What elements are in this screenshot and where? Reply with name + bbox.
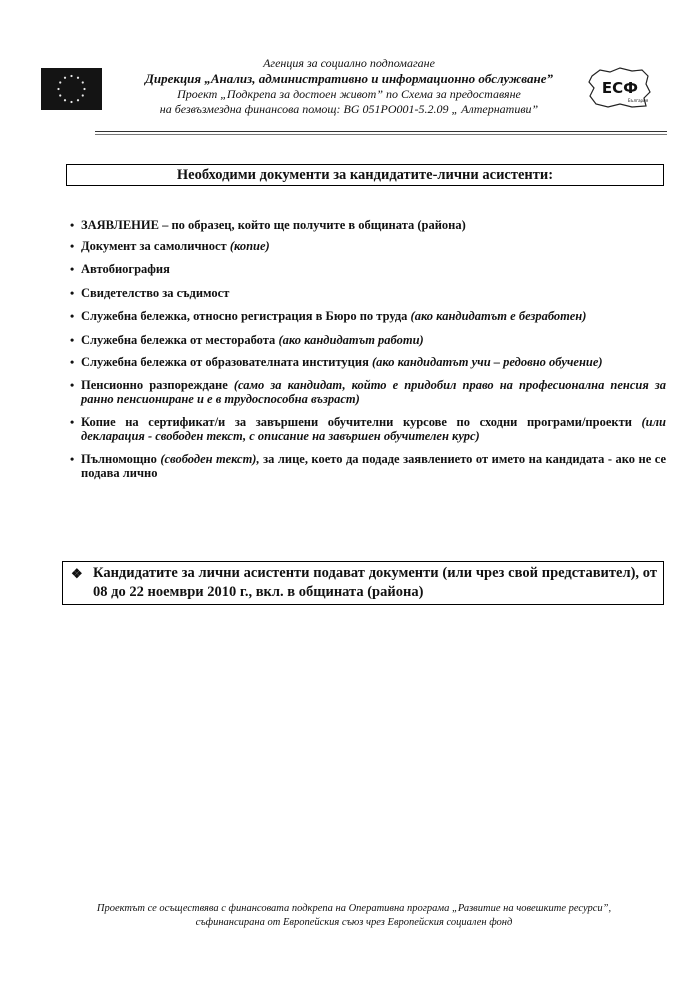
required-documents-list	[70, 218, 666, 481]
deadline-text: Кандидатите за лични асистенти подават документи (или чрез свой представител), от 08 до 22 ноември 2010 г., вкл. в общината (района)	[93, 565, 657, 600]
document-item-text: Служебна бележка от месторабота	[81, 332, 279, 347]
document-item-note: (ако кандидатът е безработен)	[410, 309, 587, 323]
esf-logo-subtext: България	[627, 98, 649, 103]
eu-star-icon	[70, 101, 72, 103]
project-line-1: Проект „Подкрепа за достоен живот” по Схема за предоставяне	[177, 87, 521, 101]
document-item	[70, 452, 666, 481]
agency-name: Агенция за социално подпомагане	[263, 56, 435, 70]
document-item-note: (или декларация - свободен текст, с описание на завършен обучителен курс)	[81, 414, 666, 443]
eu-star-icon	[57, 88, 59, 90]
page-title: Необходими документи за кандидатите-лични асистенти:	[66, 164, 664, 186]
document-item	[70, 355, 666, 370]
esf-logo-text: ЕСФ	[601, 79, 639, 97]
document-item-text: Пълномощно	[81, 451, 161, 466]
document-item	[70, 309, 666, 324]
document-item	[70, 378, 666, 407]
header-divider	[95, 131, 667, 132]
header-divider-thin	[95, 134, 667, 135]
document-item-text: Свидетелство за съдимост	[81, 285, 230, 300]
deadline-notice	[62, 561, 664, 605]
directorate-name: Дирекция „Анализ, административно и информационно обслужване”	[144, 71, 554, 86]
document-item	[70, 262, 666, 277]
project-line-2: на безвъзмездна финансова помощ: BG 051PO001-5.2.09 „ Алтернативи”	[159, 102, 539, 116]
eu-star-icon	[82, 81, 84, 83]
footer-note: Проектът се осъществява с финансовата подкрепа на Оперативна програма „Развитие на човешките ресурси”, съфинансирана от Европейския съюз чрез Европейския социален фонд	[96, 903, 612, 928]
document-item-note: (копие)	[229, 238, 270, 253]
document-item-text: Документ за самоличност	[81, 238, 230, 253]
document-item-text: Автобиография	[81, 262, 170, 276]
eu-star-icon	[59, 81, 61, 83]
eu-star-icon	[64, 99, 66, 101]
eu-star-icon	[77, 77, 79, 79]
document-item-text: Служебна бележка, относно регистрация в Бюро по труда	[81, 309, 411, 323]
document-item	[70, 333, 666, 348]
document-item-note: (ако кандидатът учи – редовно обучение)	[371, 355, 603, 369]
document-item-text: Служебна бележка от образователната институция	[81, 355, 372, 369]
document-item-note: (само за кандидат, който е придобил право на професионална пенсия за ранно пенсиониране и е в трудоспособна възраст)	[81, 377, 666, 406]
document-item	[70, 286, 666, 301]
document-item-text: ЗАЯВЛЕНИЕ – по образец, който ще получите в общината (района)	[81, 218, 466, 232]
eu-flag-icon	[41, 68, 102, 110]
document-item-text: Копие на сертификат/и за завършени обучителни курсове по сходни програми/проекти	[81, 414, 642, 429]
diamond-bullet-icon: ❖	[71, 566, 83, 581]
document-item-note: (ако кандидатът работи)	[278, 332, 424, 347]
document-item	[70, 415, 666, 444]
document-item	[70, 239, 666, 254]
document-item-text: Пенсионно разпореждане	[81, 377, 234, 392]
esf-logo	[586, 66, 654, 110]
document-item-tail: за лице, което да подаде заявлението от името на кандидата - ако не се подава лично	[81, 451, 667, 480]
eu-star-icon	[70, 75, 72, 77]
document-item-note: (свободен текст),	[160, 451, 260, 466]
document-item	[70, 218, 666, 233]
eu-star-icon	[82, 94, 84, 96]
eu-star-icon	[83, 88, 85, 90]
eu-star-icon	[64, 77, 66, 79]
eu-star-icon	[59, 94, 61, 96]
letterhead	[108, 56, 590, 117]
eu-star-icon	[77, 99, 79, 101]
